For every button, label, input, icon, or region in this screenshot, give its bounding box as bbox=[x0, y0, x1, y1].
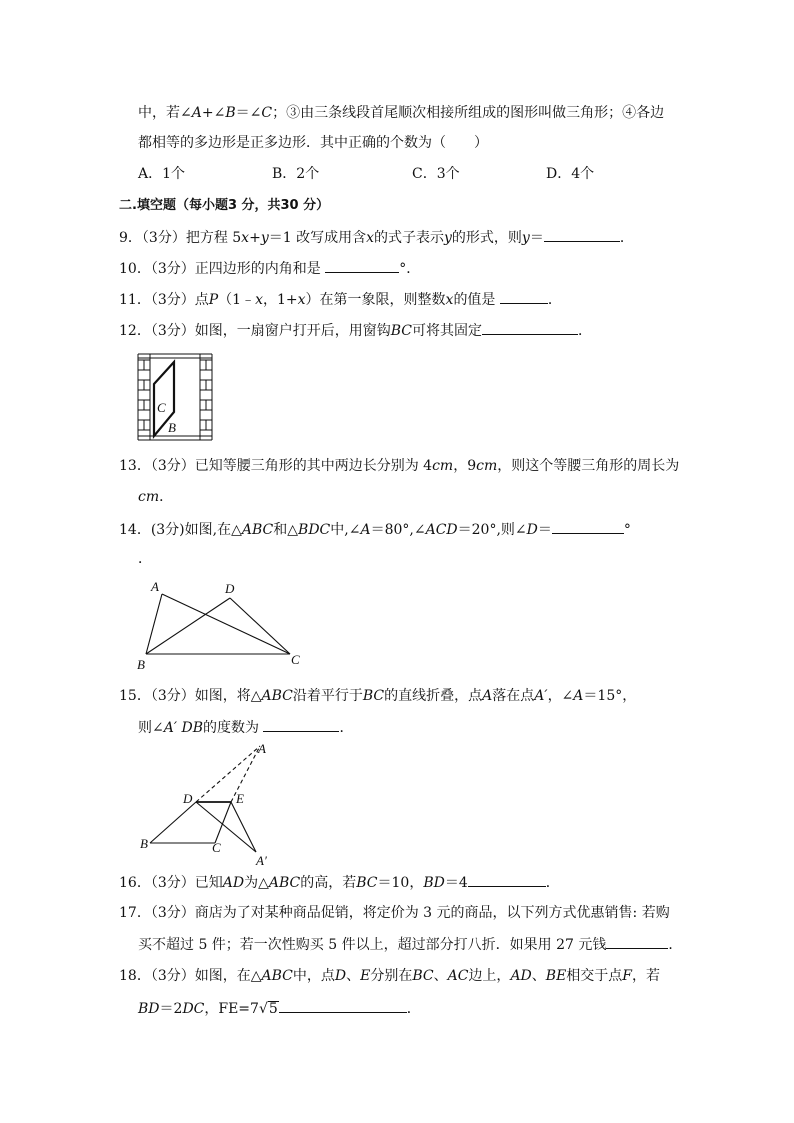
unit: cm bbox=[432, 458, 454, 474]
answer-blank[interactable] bbox=[552, 519, 624, 534]
label-b: B bbox=[168, 420, 176, 435]
text: °． bbox=[399, 261, 421, 277]
var: y bbox=[260, 230, 269, 246]
text: ． bbox=[159, 489, 174, 505]
var: ABC bbox=[268, 875, 301, 891]
var: x bbox=[241, 230, 250, 246]
text: ＝2 bbox=[159, 1001, 183, 1017]
text: 15．（3分）如图，将△ bbox=[119, 688, 262, 704]
text: ＝15°， bbox=[583, 688, 637, 704]
answer-blank[interactable] bbox=[325, 258, 399, 273]
text: ． bbox=[578, 323, 592, 339]
answer-blank[interactable] bbox=[544, 227, 620, 242]
answer-blank[interactable] bbox=[279, 998, 407, 1013]
text: ＝ bbox=[537, 522, 552, 538]
var: B bbox=[225, 105, 236, 121]
text: 中，点 bbox=[292, 968, 335, 984]
var: DB bbox=[181, 720, 203, 736]
question-13 bbox=[119, 456, 679, 476]
sqrt-radicand: 5 bbox=[268, 1001, 278, 1017]
text: ＝∠ bbox=[235, 105, 262, 121]
section-title: 二.填空题（每小题3 分，共30 分） bbox=[119, 198, 330, 213]
label-a: A bbox=[258, 741, 266, 756]
text: ，FE=7 bbox=[204, 1001, 259, 1017]
question-14 bbox=[119, 519, 631, 540]
text: 11．（3分）点 bbox=[119, 292, 209, 308]
question-9 bbox=[119, 227, 634, 248]
question-18-line2 bbox=[138, 998, 421, 1019]
segment-da-prime bbox=[196, 802, 256, 852]
segment-da-dashed bbox=[196, 746, 260, 802]
segment-dc bbox=[230, 598, 290, 654]
label-c: C bbox=[212, 840, 221, 855]
var: y bbox=[521, 230, 530, 246]
q8-option-c: C．3个 bbox=[412, 166, 460, 182]
var: A bbox=[191, 105, 202, 121]
var: y bbox=[444, 230, 452, 246]
var: AC bbox=[447, 968, 469, 984]
text: 14．(3分)如图,在△ bbox=[119, 522, 242, 538]
var: BC bbox=[390, 323, 412, 339]
triangle-figure-14 bbox=[134, 578, 314, 672]
label-e: E bbox=[236, 791, 244, 806]
text: ，9 bbox=[453, 458, 477, 474]
text: 、 bbox=[531, 968, 546, 984]
question-17: 17．（3分）商店为了对某种商品促销，将定价为 3 元的商品，以下列方式优惠销售: 若购 bbox=[119, 905, 670, 921]
text: ． bbox=[406, 1001, 421, 1017]
text: ＝20°,则∠ bbox=[457, 522, 527, 538]
var: D bbox=[526, 522, 538, 538]
text: 13．（3分）已知等腰三角形的其中两边长分别为 4 bbox=[119, 458, 433, 474]
var: BD bbox=[423, 875, 445, 891]
question-14-line2: ． bbox=[138, 551, 152, 567]
fold-figure-15 bbox=[136, 740, 286, 868]
var: BD bbox=[138, 1001, 160, 1017]
question-13-line2 bbox=[138, 487, 173, 507]
text: 18．（3分）如图，在△ bbox=[119, 968, 262, 984]
text: 分别在 bbox=[370, 968, 413, 984]
var: BDC bbox=[298, 522, 331, 538]
text: 12．（3分）如图，一扇窗户打开后，用窗钩 bbox=[119, 323, 391, 339]
question-15 bbox=[119, 686, 636, 706]
text: + bbox=[249, 230, 261, 246]
text: 的式子表示 bbox=[374, 230, 444, 246]
text: ． bbox=[547, 292, 562, 308]
text: 买不超过 5 件；若一次性购买 5 件以上，超过部分打八折．如果用 27 元钱 bbox=[138, 937, 607, 953]
answer-blank[interactable] bbox=[263, 717, 339, 732]
var: x bbox=[297, 292, 306, 308]
unit: cm bbox=[138, 489, 160, 505]
var: A bbox=[360, 522, 371, 538]
question-16 bbox=[119, 872, 560, 893]
label-b: B bbox=[140, 836, 148, 851]
text: ，∠ bbox=[547, 688, 574, 704]
text: 中,∠ bbox=[330, 522, 361, 538]
var: F bbox=[622, 968, 633, 984]
var: x bbox=[445, 292, 454, 308]
var: DC bbox=[182, 1001, 205, 1017]
text: ． bbox=[668, 937, 683, 953]
text: ． bbox=[545, 875, 560, 891]
text: ，若 bbox=[632, 968, 661, 984]
var: ABC bbox=[261, 968, 293, 984]
text: +∠ bbox=[201, 105, 226, 121]
text: 的形式，则 bbox=[451, 230, 522, 246]
var: C bbox=[261, 105, 273, 121]
text: ）在第一象限，则整数 bbox=[305, 292, 446, 308]
question-17-line2 bbox=[138, 934, 682, 955]
text: ＝ bbox=[529, 230, 544, 246]
q8-option-b: B．2个 bbox=[272, 166, 320, 182]
var: BC bbox=[412, 968, 434, 984]
text: 的直线折叠，点 bbox=[384, 688, 483, 704]
var: A bbox=[482, 688, 493, 704]
var: AD bbox=[510, 968, 532, 984]
var: BC bbox=[362, 688, 385, 704]
var: D bbox=[334, 968, 347, 984]
text: 、 bbox=[433, 968, 448, 984]
text: 为△ bbox=[244, 875, 269, 891]
label-b: B bbox=[137, 657, 145, 672]
var: A′ bbox=[163, 720, 178, 736]
label-a: A bbox=[151, 579, 159, 594]
text: 、 bbox=[346, 968, 361, 984]
label-d: D bbox=[183, 791, 193, 806]
text: 的高，若 bbox=[300, 875, 357, 891]
text: ＝80°,∠ bbox=[370, 522, 426, 538]
var: BE bbox=[545, 968, 567, 984]
segment-ac bbox=[162, 594, 290, 654]
text: 的值是 bbox=[453, 292, 496, 308]
text: （1﹣ bbox=[218, 292, 256, 308]
answer-blank[interactable] bbox=[606, 934, 668, 949]
text: 10．（3分）正四边形的内角和是 bbox=[119, 261, 321, 277]
unit: cm bbox=[476, 458, 498, 474]
text: ＝1 改写成用含 bbox=[268, 230, 367, 246]
text: ；③由三条线段首尾顺次相接所组成的图形叫做三角形；④各边 bbox=[272, 105, 665, 121]
text: 的度数为 bbox=[203, 720, 259, 736]
text: 边上， bbox=[468, 968, 511, 984]
q8-option-a: A．1个 bbox=[138, 166, 186, 182]
text: 16．（3分）已知 bbox=[119, 875, 223, 891]
label-a-prime: A′ bbox=[256, 853, 267, 868]
answer-blank[interactable] bbox=[500, 289, 548, 304]
var: A bbox=[573, 688, 584, 704]
text: 9．（3分）把方程 5 bbox=[119, 230, 242, 246]
segment-db bbox=[150, 802, 196, 843]
question-10 bbox=[119, 258, 420, 279]
q8-line2: 都相等的多边形是正多边形．其中正确的个数为（ ） bbox=[138, 135, 488, 151]
q8-option-d: D．4个 bbox=[546, 166, 595, 182]
segment-ce bbox=[215, 802, 231, 843]
answer-blank[interactable] bbox=[468, 872, 546, 887]
text: ，1+ bbox=[262, 292, 298, 308]
var: x bbox=[366, 230, 374, 246]
question-12 bbox=[119, 320, 592, 341]
answer-blank[interactable] bbox=[482, 320, 578, 335]
text: ＝4 bbox=[444, 875, 468, 891]
text: ＝10， bbox=[377, 875, 424, 891]
question-11 bbox=[119, 289, 562, 310]
var: ABC bbox=[241, 522, 274, 538]
text: ． bbox=[339, 720, 354, 736]
text: 沿着平行于 bbox=[292, 688, 363, 704]
var: E bbox=[360, 968, 371, 984]
label-c: C bbox=[291, 652, 300, 667]
question-18 bbox=[119, 966, 660, 986]
label-c: C bbox=[157, 400, 166, 415]
var: BC bbox=[356, 875, 378, 891]
text: 则∠ bbox=[138, 720, 164, 736]
var: ABC bbox=[261, 688, 293, 704]
var: x bbox=[255, 292, 263, 308]
question-15-line2 bbox=[138, 717, 353, 738]
text: 落在点 bbox=[492, 688, 535, 704]
window-figure bbox=[136, 352, 216, 442]
var: ACD bbox=[425, 522, 458, 538]
var: A′ bbox=[534, 688, 548, 704]
var: P bbox=[208, 292, 219, 308]
text: ° bbox=[623, 522, 631, 538]
label-d: D bbox=[225, 581, 235, 596]
text: 中，若∠ bbox=[138, 105, 192, 121]
text: ，则这个等腰三角形的周长为 bbox=[497, 458, 680, 474]
q8-line1 bbox=[138, 103, 664, 123]
sqrt-symbol: √ bbox=[258, 1001, 268, 1017]
segment-ea-prime bbox=[231, 802, 256, 852]
text: 和△ bbox=[273, 522, 299, 538]
text: ． bbox=[619, 230, 634, 246]
var: AD bbox=[222, 875, 245, 891]
text: 可将其固定 bbox=[412, 323, 482, 339]
text: 相交于点 bbox=[566, 968, 623, 984]
